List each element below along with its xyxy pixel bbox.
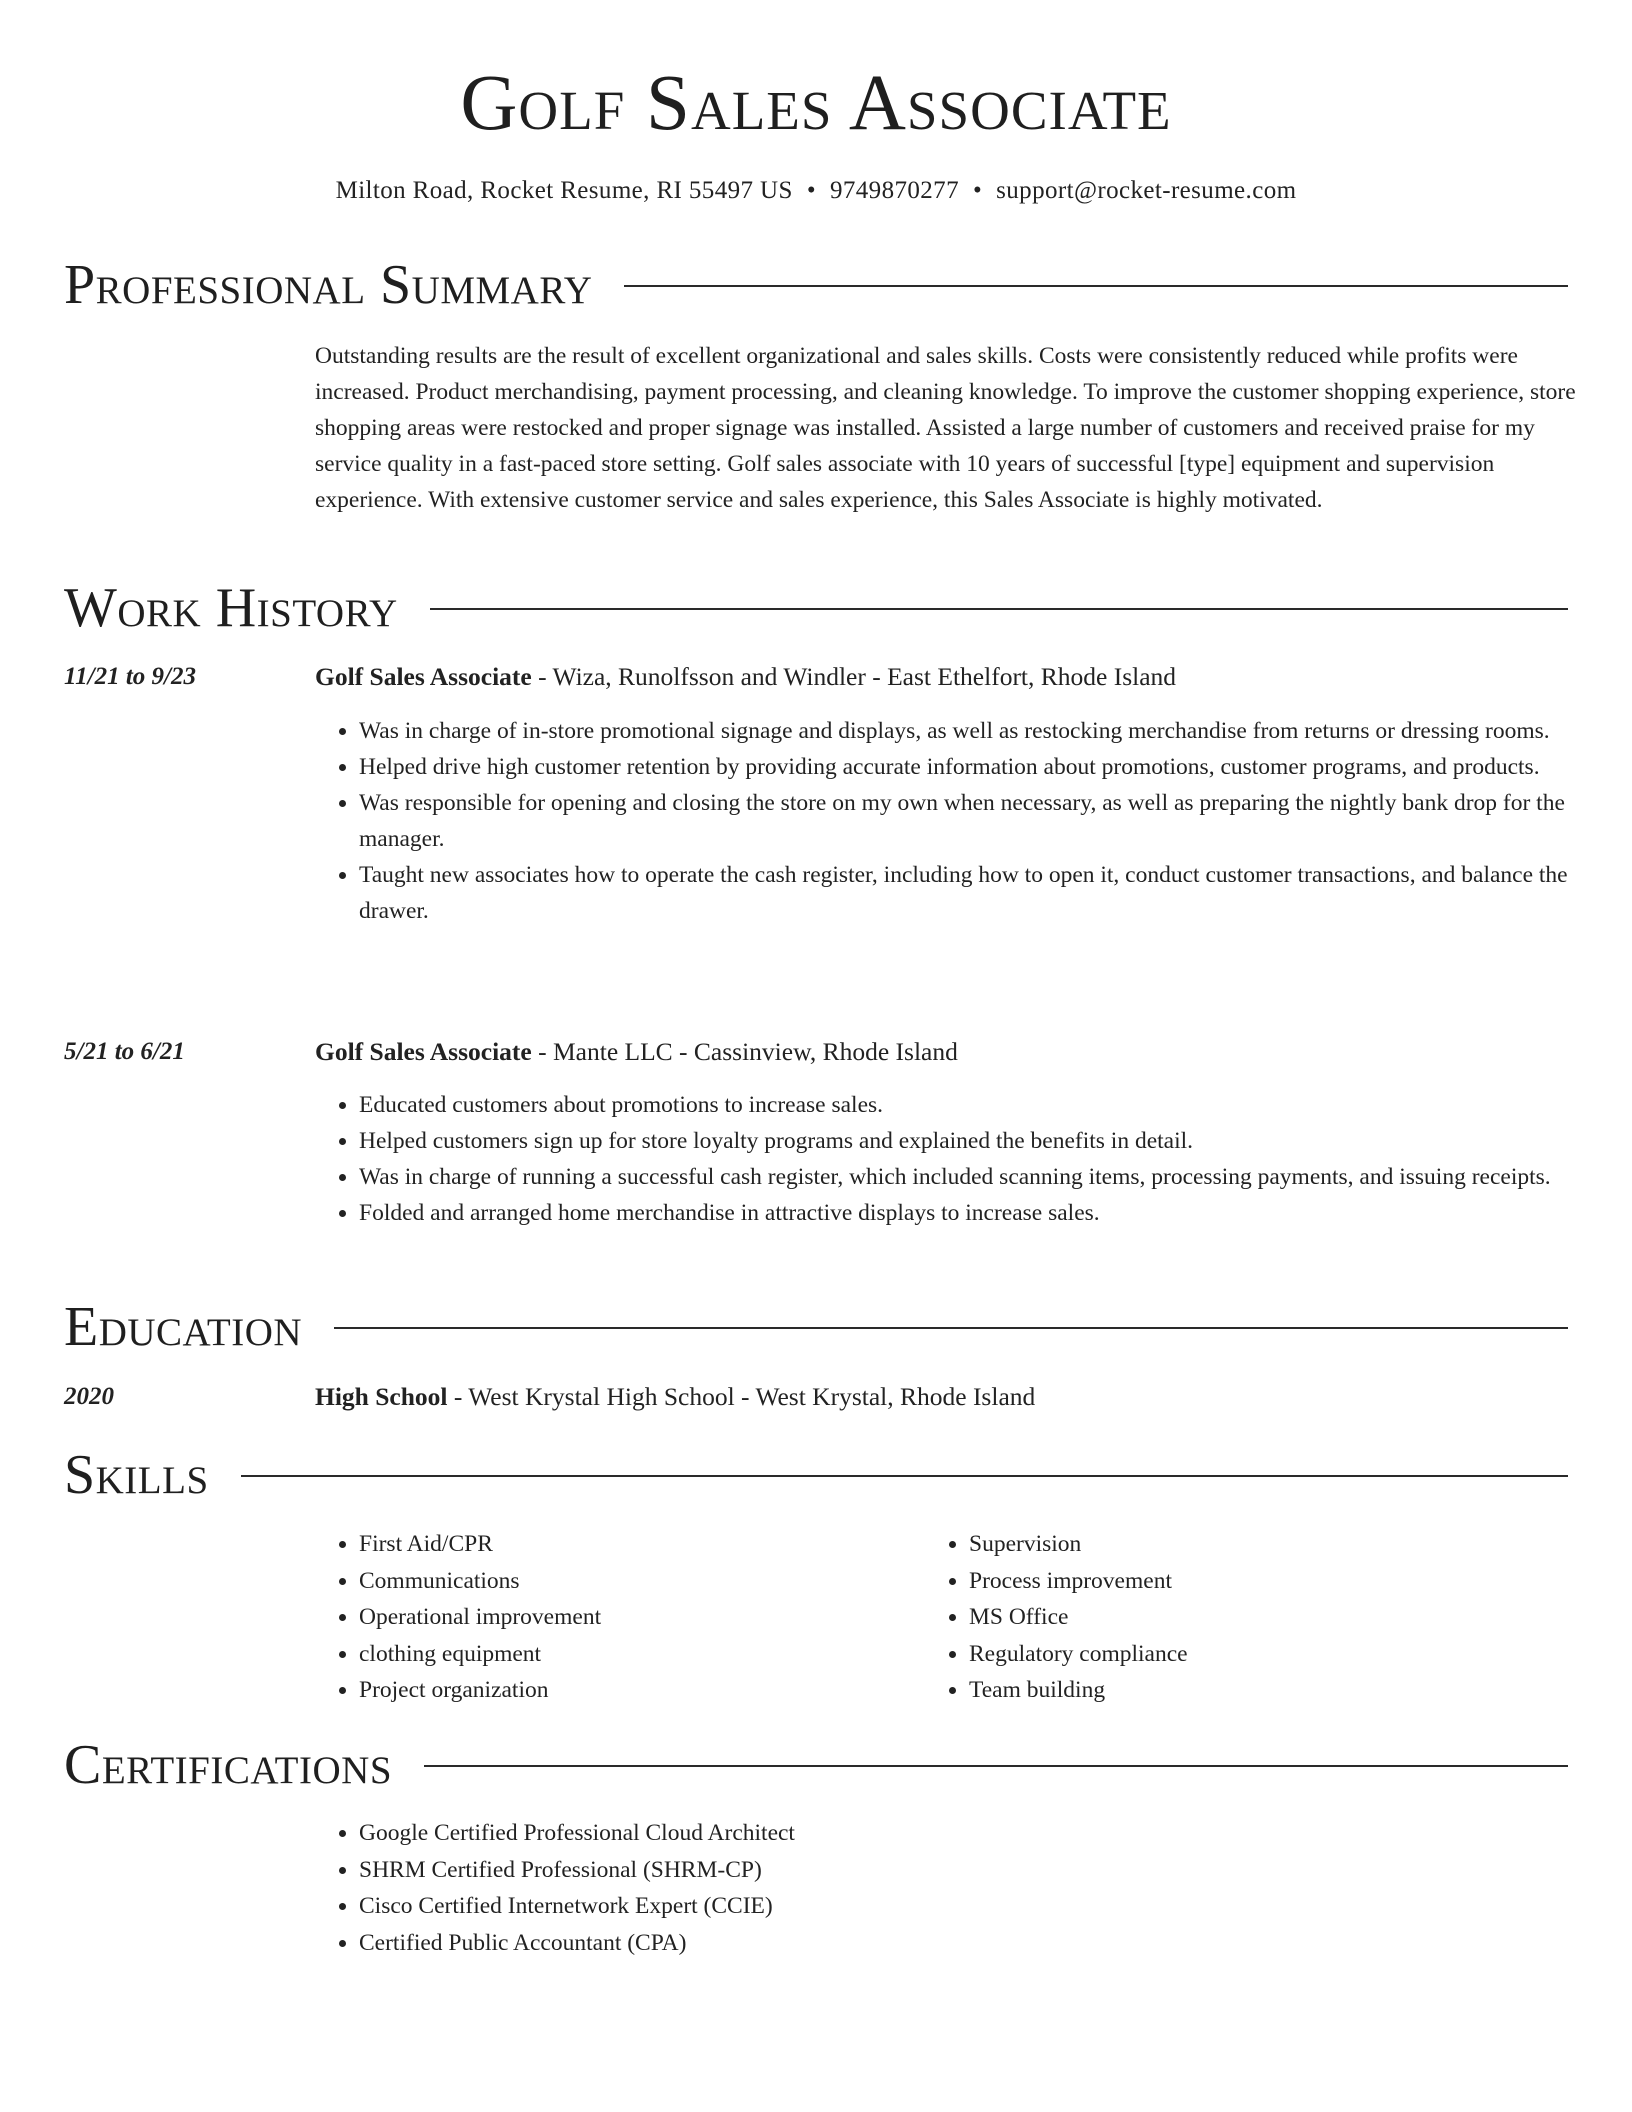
list-item: • Taught new associates how to operate the cash register, including how to open it, conduct customer transactions, and balance the drawer. bbox=[359, 857, 1621, 929]
skill-item: • First Aid/CPR bbox=[359, 1526, 919, 1563]
education-degree: High School bbox=[315, 1382, 448, 1411]
section-divider bbox=[241, 1475, 1568, 1477]
section-divider bbox=[624, 285, 1568, 287]
job-bullets bbox=[315, 1087, 1621, 1231]
list-item: • Was in charge of in-store promotional signage and displays, as well as restocking merchandise from returns or dressing rooms. bbox=[359, 713, 1621, 749]
certification-item: • Google Certified Professional Cloud Architect bbox=[359, 1815, 1559, 1852]
education-year: 2020 bbox=[64, 1383, 114, 1410]
certification-item: • SHRM Certified Professional (SHRM-CP) bbox=[359, 1852, 1559, 1889]
job-title-line bbox=[315, 1034, 1577, 1070]
list-item: • Folded and arranged home merchandise in attractive displays to increase sales. bbox=[359, 1195, 1621, 1231]
skill-item: • Process improvement bbox=[969, 1563, 1569, 1600]
list-item: • Was in charge of running a successful cash register, which included scanning items, processing payments, and issuing receipts. bbox=[359, 1159, 1621, 1195]
skill-item: • Team building bbox=[969, 1672, 1569, 1709]
list-item: • Helped customers sign up for store loyalty programs and explained the benefits in detail. bbox=[359, 1123, 1621, 1159]
section-divider bbox=[424, 1765, 1568, 1767]
section-title: Skills bbox=[64, 1444, 209, 1506]
skill-item: • Operational improvement bbox=[359, 1599, 919, 1636]
skill-item: • clothing equipment bbox=[359, 1636, 919, 1673]
skill-item: • Communications bbox=[359, 1563, 919, 1600]
skills-list-left bbox=[315, 1526, 919, 1709]
section-title: Certifications bbox=[64, 1734, 393, 1796]
list-item: • Educated customers about promotions to increase sales. bbox=[359, 1087, 1621, 1123]
candidate-name: Golf Sales Associate bbox=[460, 60, 1172, 147]
section-header-skills bbox=[64, 1440, 1568, 1510]
section-header-summary bbox=[64, 250, 1568, 320]
certification-item: • Certified Public Accountant (CPA) bbox=[359, 1925, 1559, 1962]
contact-phone: 9749870277 bbox=[829, 177, 959, 204]
contact-separator: • bbox=[806, 177, 816, 204]
skill-item: • Project organization bbox=[359, 1672, 919, 1709]
job-dates: 11/21 to 9/23 bbox=[64, 663, 196, 690]
skill-item: • Regulatory compliance bbox=[969, 1636, 1569, 1673]
section-header-work-history bbox=[64, 573, 1568, 643]
list-item: • Was responsible for opening and closing the store on my own when necessary, as well as preparing the nightly bank drop for the manager. bbox=[359, 785, 1621, 857]
contact-line bbox=[0, 174, 1632, 208]
skills-list-right bbox=[925, 1526, 1569, 1709]
contact-email: support@rocket-resume.com bbox=[996, 177, 1297, 204]
education-details: - West Krystal High School - West Krystal, Rhode Island bbox=[447, 1382, 1036, 1411]
job-dates: 5/21 to 6/21 bbox=[64, 1038, 185, 1065]
skill-item: • Supervision bbox=[969, 1526, 1569, 1563]
summary-text: Outstanding results are the result of excellent organizational and sales skills. Costs were consistently reduced while profits were increased. Product merchandising, payment processing, and cleaning knowledge. To improve the customer shopping experience, store shopping areas were restocked and proper signage was installed. Assisted a large number of customers and received praise for my service quality in a fast-paced store setting. Golf sales associate with 10 years of successful [type] equipment and supervision experience. With extensive customer service and sales experience, this Sales Associate is highly motivated. bbox=[315, 343, 1576, 513]
job-details: - Wiza, Runolfsson and Windler - East Ethelfort, Rhode Island bbox=[531, 662, 1177, 691]
section-divider bbox=[430, 608, 1568, 610]
job-bullets bbox=[315, 713, 1621, 929]
contact-address: Milton Road, Rocket Resume, RI 55497 US bbox=[335, 177, 793, 204]
contact-separator: • bbox=[972, 177, 983, 204]
section-title: Education bbox=[64, 1296, 303, 1358]
section-title: Professional Summary bbox=[64, 254, 593, 316]
section-title: Work History bbox=[64, 577, 398, 639]
list-item: • Helped drive high customer retention by providing accurate information about promotions, customer programs, and products. bbox=[359, 749, 1621, 785]
skill-item: • MS Office bbox=[969, 1599, 1569, 1636]
job-role: Golf Sales Associate bbox=[315, 1037, 532, 1066]
job-title-line bbox=[315, 659, 1577, 695]
job-details: - Mante LLC - Cassinview, Rhode Island bbox=[531, 1037, 958, 1066]
section-header-certifications bbox=[64, 1730, 1568, 1800]
certifications-list bbox=[315, 1815, 1559, 1961]
section-divider bbox=[334, 1327, 1568, 1329]
job-role: Golf Sales Associate bbox=[315, 662, 532, 691]
education-line bbox=[315, 1379, 1577, 1415]
section-header-education bbox=[64, 1292, 1568, 1362]
certification-item: • Cisco Certified Internetwork Expert (CCIE) bbox=[359, 1888, 1559, 1925]
